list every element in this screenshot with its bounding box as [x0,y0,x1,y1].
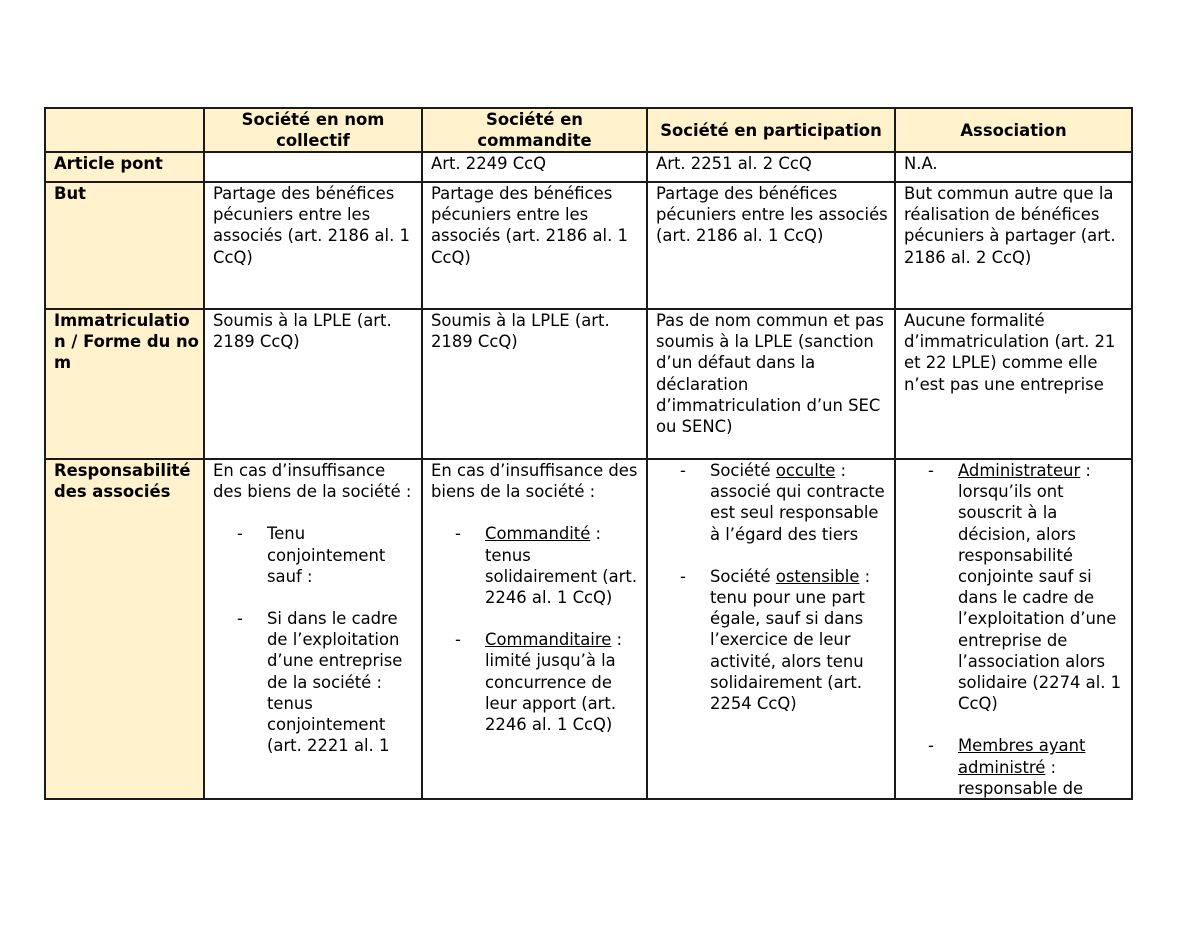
list-item [431,629,642,735]
row-label-responsabilite: Responsabilité des associés [45,459,204,799]
cell-but-sec: Partage des bénéfices pécuniers entre les associés (art. 2186 al. 1 CcQ) [422,182,647,309]
row-label-but: But [45,182,204,309]
term-text: : tenus solidairement (art. 2246 al. 1 CcQ) [485,524,638,608]
cell-imm-sec: Soumis à la LPLE (art. 2189 CcQ) [422,309,647,459]
header-sep: Société en participation [647,108,895,152]
list-item [904,460,1127,714]
term-prefix: Société [710,461,776,480]
row-label-article: Article pont [45,152,204,182]
corner-cell [45,108,204,152]
term-occulte: occulte [775,461,836,480]
cell-resp-sep [647,459,895,799]
row-responsabilite [45,459,1132,799]
cell-resp-snc [204,459,422,799]
header-sec: Société en commandite [422,108,647,152]
term-text: : limité jusqu’à la concurrence de leur apport (art. 2246 al. 1 CcQ) [485,630,623,735]
term-text: : tenu pour une part égale, sauf si dans l’exercice de leur activité, alors tenu solidairement (art. 2254 CcQ) [710,566,871,714]
term-ostensible: ostensible [775,566,860,586]
row-article-pont [45,152,1132,182]
term-text: : lorsqu’ils ont souscrit à la décision, alors responsabilité conjointe sauf si dans le cadre de l’exploitation d’une entreprise de l’association alors solidaire (2274 al. 1 CcQ) [958,461,1122,714]
cell-article-snc [204,152,422,182]
term-prefix: Société [710,566,776,586]
term-commandite: Commandité [485,524,591,544]
cell-article-assoc: N.A. [895,152,1132,182]
resp-sep-list [656,460,890,714]
row-but [45,182,1132,309]
term-text: : responsable de [958,757,1084,798]
cell-but-snc: Partage des bénéfices pécuniers entre les associés (art. 2186 al. 1 CcQ) [204,182,422,309]
cell-imm-assoc: Aucune formalité d’immatriculation (art. 21 et 22 LPLE) comme elle n’est pas une entreprise [895,309,1132,459]
resp-assoc-list [904,460,1127,798]
cell-imm-snc: Soumis à la LPLE (art. 2189 CcQ) [204,309,422,459]
resp-sec-intro: En cas d’insuffisance des biens de la société : [431,461,638,502]
term-commanditaire: Commanditaire [485,630,612,650]
cell-article-sec: Art. 2249 CcQ [422,152,647,182]
cell-resp-assoc [895,459,1132,799]
list-item: - Si dans le cadre de l’exploitation d’une entreprise de la société : tenus conjointement (art. 2221 al. 1 [213,608,417,756]
comparison-table [44,107,1133,800]
resp-sec-list [431,523,642,735]
list-item [904,735,1127,798]
term-membres: Membres ayant administré [958,736,1086,777]
term-text: : associé qui contracte est seul responsable à l’égard des tiers [710,461,885,544]
resp-snc-list [213,523,417,756]
cell-article-sep: Art. 2251 al. 2 CcQ [647,152,895,182]
cell-but-assoc: But commun autre que la réalisation de bénéfices pécuniers à partager (art. 2186 al. 2 CcQ) [895,182,1132,309]
row-immatriculation [45,309,1132,459]
cell-resp-sec [422,459,647,799]
list-item [656,566,890,714]
term-administrateur: Administrateur [958,461,1081,480]
header-snc: Société en nom collectif [204,108,422,152]
row-label-immatriculation: Immatriculation / Forme du nom [45,309,204,459]
list-item: - Tenu conjointement sauf : [213,523,417,587]
header-association: Association [895,108,1132,152]
list-item [656,460,890,545]
list-item [431,523,642,608]
cell-imm-sep: Pas de nom commun et pas soumis à la LPLE (sanction d’un défaut dans la déclaration d’immatriculation d’un SEC ou SENC) [647,309,895,459]
resp-snc-intro: En cas d’insuffisance des biens de la société : [213,461,412,502]
header-row [45,108,1132,152]
cell-but-sep: Partage des bénéfices pécuniers entre les associés (art. 2186 al. 1 CcQ) [647,182,895,309]
